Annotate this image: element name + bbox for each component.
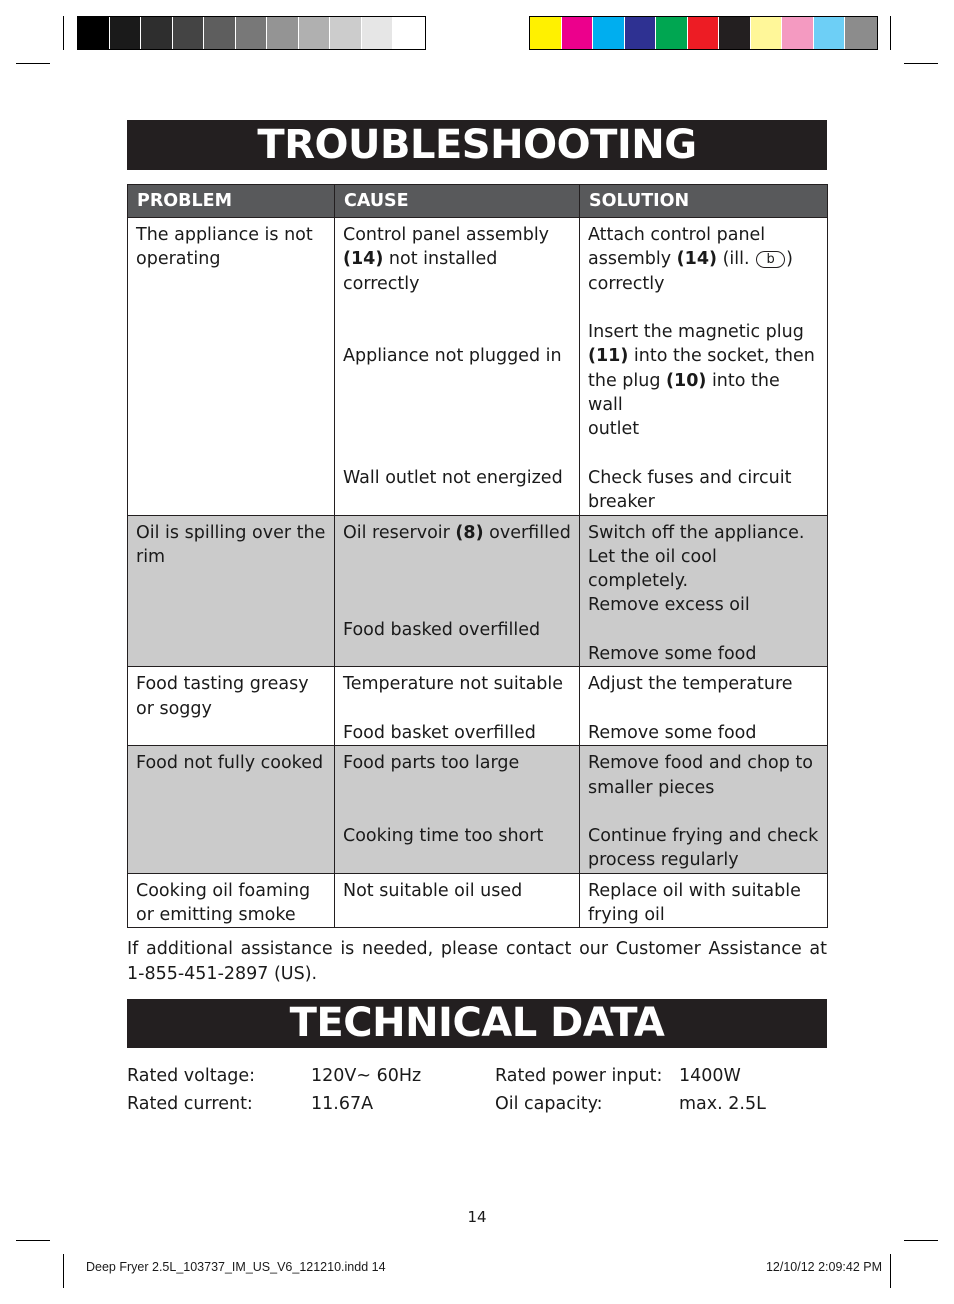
cell-line — [588, 776, 819, 800]
spec-labels-right — [495, 1062, 662, 1118]
cause-cell — [335, 873, 580, 928]
line-gap — [343, 776, 571, 800]
technical-data-heading: TECHNICAL DATA — [127, 999, 827, 1048]
part-number: (10) — [666, 370, 707, 391]
line-gap — [343, 417, 571, 441]
text-run: smaller pieces — [588, 777, 715, 798]
cause-cell — [335, 218, 580, 516]
text-run: assembly — [588, 249, 677, 270]
solution-cell — [580, 515, 828, 667]
line-gap — [588, 697, 819, 721]
color-swatch — [751, 17, 783, 49]
part-number: (14) — [676, 249, 718, 270]
cell-line — [343, 247, 571, 296]
line-gap — [588, 800, 819, 824]
problem-text: Food tasting greasy or soggy — [136, 674, 309, 719]
color-swatch — [814, 17, 846, 49]
text-run: Remove excess oil — [588, 595, 750, 616]
text-run: frying oil — [588, 905, 665, 926]
rated-current-label: Rated current: — [127, 1094, 253, 1114]
cause-cell — [335, 746, 580, 873]
part-number: (8) — [455, 522, 484, 543]
color-swatch — [173, 17, 205, 49]
line-gap — [343, 442, 571, 466]
color-swatch — [362, 17, 394, 49]
oil-capacity-label: Oil capacity: — [495, 1094, 603, 1114]
problem-column-header: PROBLEM — [128, 185, 335, 218]
cell-line — [588, 593, 819, 617]
crop-mark — [63, 1254, 64, 1288]
cell-line — [588, 272, 819, 296]
color-swatch — [530, 17, 562, 49]
crop-mark — [16, 1240, 50, 1241]
color-swatch — [656, 17, 688, 49]
cell-line — [588, 642, 819, 666]
solution-cell — [580, 218, 828, 516]
line-gap — [588, 296, 819, 320]
text-run: Appliance not plugged in — [343, 346, 562, 367]
cell-line — [343, 672, 571, 696]
crop-mark — [16, 63, 50, 64]
problem-cell — [128, 218, 335, 516]
text-run: into the socket, then — [628, 346, 815, 367]
line-gap — [343, 320, 571, 344]
cause-cell — [335, 667, 580, 746]
text-run: Temperature not suitable — [343, 674, 564, 695]
slug-timestamp: 12/10/12 2:09:42 PM — [765, 1260, 882, 1274]
color-swatch — [782, 17, 814, 49]
color-swatch — [845, 17, 877, 49]
cell-line — [588, 490, 819, 514]
text-run: not installed correctly — [343, 249, 503, 294]
table-header-row — [128, 185, 828, 218]
table-row — [128, 667, 828, 746]
text-run: Remove some food — [588, 644, 757, 665]
line-gap — [343, 697, 571, 721]
cell-line — [588, 824, 819, 848]
text-run: correctly — [588, 273, 665, 294]
cell-line — [343, 751, 571, 775]
color-swatch — [204, 17, 236, 49]
cell-line — [588, 545, 819, 594]
slug-file-name: Deep Fryer 2.5L_103737_IM_US_V6_121210.indd 14 — [86, 1260, 386, 1274]
color-swatch — [393, 17, 425, 49]
text-run: (ill. — [717, 249, 756, 270]
text-run: Remove some food — [588, 722, 757, 743]
text-run: Remove food and chop to — [588, 753, 813, 774]
customer-assistance-note: If additional assistance is needed, please contact our Customer Assistance at 1-855-451-2897 (US). — [127, 938, 827, 984]
cell-line — [588, 672, 819, 696]
problem-text: Oil is spilling over the rim — [136, 522, 326, 567]
text-run: Check fuses and circuit — [588, 467, 792, 488]
text-run: Control panel assembly — [343, 225, 550, 245]
illustration-reference-badge: b — [756, 251, 785, 268]
cause-column-header: CAUSE — [335, 185, 580, 218]
crop-mark — [63, 16, 64, 50]
line-gap — [343, 800, 571, 824]
cell-line — [588, 751, 819, 775]
color-swatch — [236, 17, 268, 49]
line-gap — [343, 393, 571, 417]
text-run: into the wall — [588, 370, 786, 416]
text-run: Attach control panel — [588, 225, 766, 245]
text-run: Cooking time too short — [343, 826, 544, 847]
rated-voltage-value: 120V~ 60Hz — [311, 1066, 422, 1086]
text-run: breaker — [588, 492, 655, 513]
cell-line — [588, 466, 819, 490]
text-run: Switch off the appliance. — [588, 522, 805, 543]
cell-line — [588, 223, 819, 247]
problem-text: Cooking oil foaming or emitting smoke — [136, 880, 311, 926]
color-swatch — [141, 17, 173, 49]
solution-cell — [580, 873, 828, 928]
spec-values-right — [679, 1062, 766, 1118]
text-run: Food basked overfilled — [343, 619, 541, 640]
oil-capacity-value: max. 2.5L — [679, 1094, 766, 1114]
troubleshooting-table — [127, 184, 828, 928]
text-run: Continue frying and check — [588, 826, 819, 847]
page-number: 14 — [467, 1208, 487, 1226]
rated-power-value: 1400W — [679, 1066, 741, 1086]
crop-mark — [904, 63, 938, 64]
table-row — [128, 746, 828, 873]
crop-mark — [890, 16, 891, 50]
color-swatch — [78, 17, 110, 49]
part-number: (14) — [343, 249, 384, 270]
color-swatch — [110, 17, 142, 49]
table-row — [128, 218, 828, 516]
text-run: Food basket overfilled — [343, 722, 536, 743]
cell-line — [588, 320, 819, 344]
line-gap — [343, 296, 571, 320]
color-swatch — [688, 17, 720, 49]
problem-cell — [128, 873, 335, 928]
cause-cell — [335, 515, 580, 667]
solution-column-header: SOLUTION — [580, 185, 828, 218]
cell-line — [343, 466, 571, 490]
cell-line — [343, 223, 571, 247]
cell-line — [343, 521, 571, 545]
problem-cell — [128, 515, 335, 667]
line-gap — [343, 545, 571, 569]
problem-cell — [128, 667, 335, 746]
text-run: Food parts too large — [343, 753, 520, 774]
text-run: Insert the magnetic plug — [588, 322, 804, 343]
text-run: Adjust the temperature — [588, 674, 793, 695]
line-gap — [343, 369, 571, 393]
text-run: Wall outlet not energized — [343, 467, 563, 488]
cell-line — [588, 417, 819, 441]
cell-line — [588, 848, 819, 872]
rated-power-label: Rated power input: — [495, 1066, 663, 1086]
cell-line — [588, 521, 819, 545]
cell-line — [343, 824, 571, 848]
cell-line — [343, 879, 571, 903]
cell-line — [588, 879, 819, 903]
text-run: Let the oil cool completely. — [588, 546, 723, 592]
text-run: the plug — [588, 370, 667, 391]
text-run: outlet — [588, 419, 640, 440]
table-row — [128, 873, 828, 928]
text-run: process regularly — [588, 850, 739, 871]
text-run: overfilled — [483, 522, 571, 543]
solution-cell — [580, 746, 828, 873]
cell-line — [343, 618, 571, 642]
line-gap — [343, 569, 571, 593]
line-gap — [588, 618, 819, 642]
cell-line — [588, 721, 819, 745]
grayscale-color-bar — [77, 16, 426, 50]
text-run: Oil reservoir — [343, 522, 456, 543]
cell-line — [343, 721, 571, 745]
line-gap — [588, 442, 819, 466]
problem-text: The appliance is not operating — [136, 225, 313, 270]
color-swatch — [299, 17, 331, 49]
spec-labels-left — [127, 1062, 255, 1118]
table-row — [128, 515, 828, 667]
line-gap — [343, 593, 571, 617]
rated-voltage-label: Rated voltage: — [127, 1066, 256, 1086]
solution-cell — [580, 667, 828, 746]
color-swatch — [625, 17, 657, 49]
color-swatch — [562, 17, 594, 49]
crop-mark — [904, 1240, 938, 1241]
color-swatch — [267, 17, 299, 49]
problem-text: Food not fully cooked — [136, 753, 324, 774]
text-run: ) — [786, 249, 793, 270]
part-number: (11) — [588, 346, 629, 367]
rated-current-value: 11.67A — [311, 1094, 374, 1114]
cell-line — [588, 369, 819, 418]
color-swatch — [593, 17, 625, 49]
crop-mark — [890, 1254, 891, 1288]
process-color-bar — [529, 16, 878, 50]
cell-line — [343, 344, 571, 368]
troubleshooting-heading: TROUBLESHOOTING — [127, 120, 827, 170]
cell-line — [588, 903, 819, 927]
spec-values-left — [311, 1062, 421, 1118]
cell-line — [588, 344, 819, 368]
color-swatch — [330, 17, 362, 49]
problem-cell — [128, 746, 335, 873]
text-run: Replace oil with suitable — [588, 880, 801, 901]
color-swatch — [719, 17, 751, 49]
cell-line — [588, 247, 819, 271]
text-run: Not suitable oil used — [343, 880, 523, 901]
